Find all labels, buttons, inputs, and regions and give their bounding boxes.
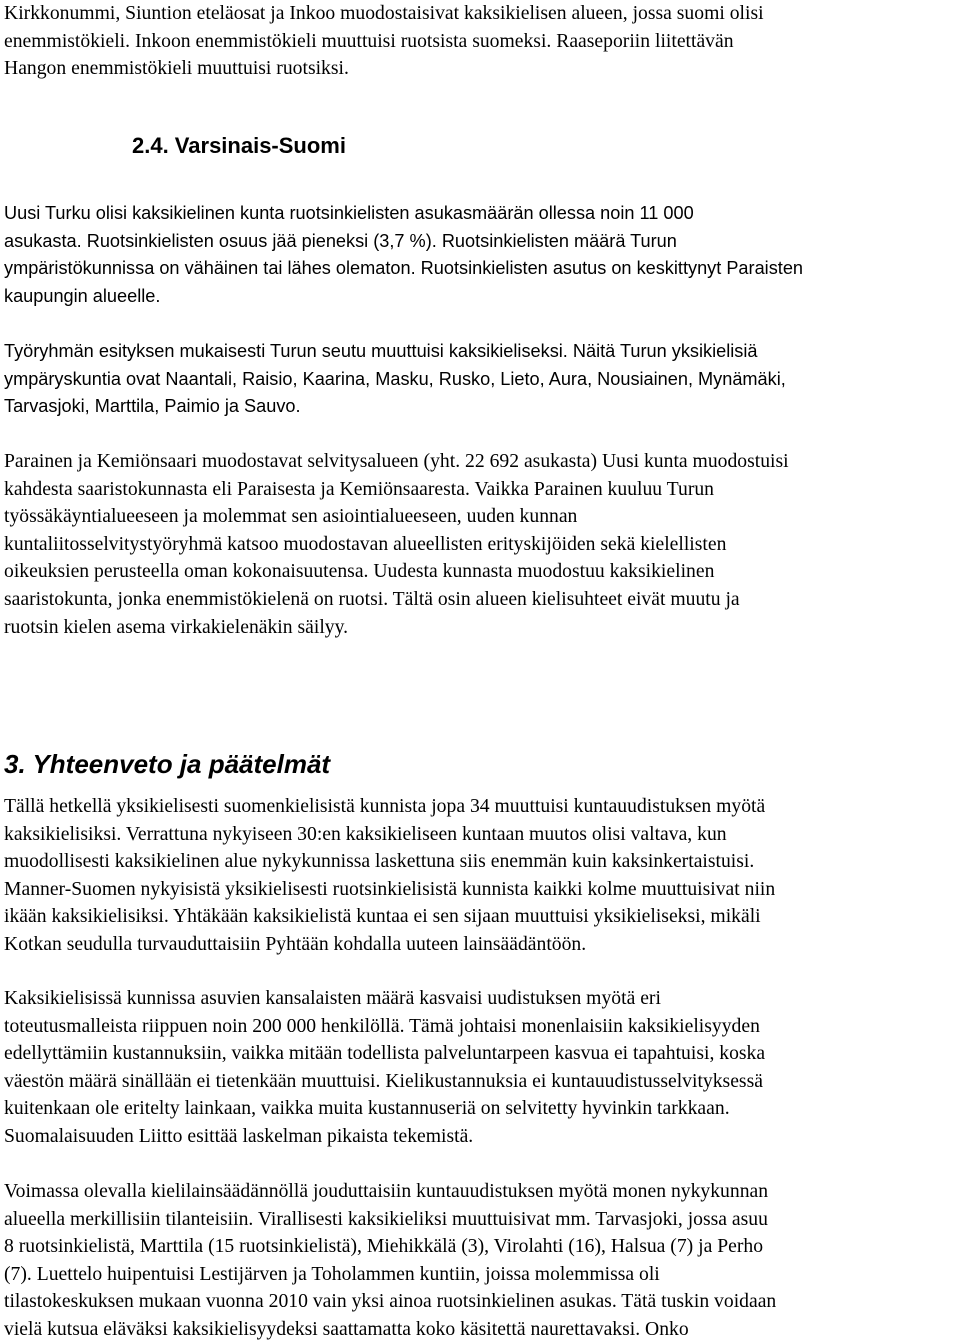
- text-line: edellyttämiin kustannuksiin, vaikka mitään todellista palveluntarpeen kasvua ei tapahtuisi, koska: [4, 1042, 766, 1065]
- section-2-4-paragraph-1: [4, 200, 956, 310]
- text-line: kahdesta saaristokunnasta eli Paraisesta ja Kemiönsaaresta. Vaikka Parainen kuuluu Turun: [4, 477, 715, 500]
- text-line: vielä kutsua eläväksi kaksikielisyydeksi saattamatta koko käsitettä naurettavaksi. Onko: [4, 1317, 689, 1340]
- text-line: Tarvasjoki, Marttila, Paimio ja Sauvo.: [4, 396, 301, 417]
- section-3-paragraph-2: [4, 985, 956, 1151]
- text-line: muodollisesti kaksikielinen alue nykykunnissa laskettuna siis enemmän kuin kaksinkertaistuisi.: [4, 850, 755, 873]
- text-line: oikeuksien perusteella oman kokonaisuutensa. Uudesta kunnasta muodostuu kaksikielinen: [4, 560, 715, 583]
- text-line: Manner-Suomen nykyisistä yksikielisesti ruotsinkielisistä kunnista kaikki kolme muuttuisivat niin: [4, 877, 776, 900]
- text-line: ympäryskuntia ovat Naantali, Raisio, Kaarina, Masku, Rusko, Lieto, Aura, Nousiainen, Mynämäki,: [4, 368, 786, 389]
- section-2-4-paragraph-2: [4, 338, 956, 421]
- text-line: toteutusmalleista riippuen noin 200 000 henkilöllä. Tämä johtaisi monenlaisiin kaksikielisyyden: [4, 1014, 760, 1037]
- text-line: työssäkäyntialueeseen ja molemmat sen asiointialueeseen, uuden kunnan: [4, 505, 578, 528]
- text-line: Työryhmän esityksen mukaisesti Turun seutu muuttuisi kaksikieliseksi. Näitä Turun yksikielisiä: [4, 341, 758, 361]
- text-line: tilastokeskuksen mukaan vuonna 2010 vain yksi ainoa ruotsinkielinen asukas. Tätä tuskin voidaan: [4, 1290, 777, 1313]
- text-line: 8 ruotsinkielistä, Marttila (15 ruotsinkielistä), Miehikkälä (3), Virolahti (16), Halsua (7) ja Perho: [4, 1235, 764, 1258]
- section-2-4-paragraph-3: [4, 448, 956, 641]
- text-line: Suomalaisuuden Liitto esittää laskelman pikaista tekemistä.: [4, 1124, 474, 1147]
- text-line: Parainen ja Kemiönsaari muodostavat selvitysalueen (yht. 22 692 asukasta) Uusi kunta muodostuisi: [4, 450, 789, 472]
- text-line: asukasta. Ruotsinkielisten osuus jää pieneksi (3,7 %). Ruotsinkielisten määrä Turun: [4, 230, 677, 251]
- text-line: Kirkkonummi, Siuntion eteläosat ja Inkoo muodostaisivat kaksikielisen alueen, jossa suomi olisi: [4, 2, 764, 24]
- text-line: Kaksikielisissä kunnissa asuvien kansalaisten määrä kasvaisi uudistuksen myötä eri: [4, 987, 661, 1009]
- intro-paragraph: [4, 0, 956, 83]
- text-line: väestön määrä sinällään ei tietenkään muuttuisi. Kielikustannuksia ei kuntauudistusselvityksessä: [4, 1069, 763, 1092]
- text-line: Hangon enemmistökieli muuttuisi ruotsiksi.: [4, 57, 349, 80]
- text-line: kuitenkaan ole eritelty lainkaan, vaikka muita kustannuseriä on selvitetty hyvinkin tarkkaan.: [4, 1097, 730, 1120]
- text-line: kaupungin alueelle.: [4, 285, 161, 306]
- section-3-paragraph-3: [4, 1178, 956, 1344]
- text-line: (7). Luettelo huipentuisi Lestijärven ja Toholammen kuntiin, joissa molemmissa oli: [4, 1262, 660, 1285]
- text-line: Voimassa olevalla kielilainsäädännöllä jouduttaisiin kuntauudistuksen myötä monen nykykunnan: [4, 1180, 769, 1202]
- text-line: ruotsin kielen asema virkakielenäkin säilyy.: [4, 615, 349, 638]
- text-line: ikään kaksikielisiksi. Yhtäkään kaksikielistä kuntaa ei sen sijaan muuttuisi yksikieliseksi, mikäli: [4, 905, 761, 928]
- section-heading-2-4: 2.4. Varsinais-Suomi: [132, 133, 346, 158]
- text-line: enemmistökieli. Inkoon enemmistökieli muuttuisi ruotsista suomeksi. Raaseporiin liitettävän: [4, 29, 734, 52]
- text-line: alueella merkillisiin tilanteisiin. Virallisesti kaksikieliksi muuttuisivat mm. Tarvasjoki, jossa asuu: [4, 1207, 768, 1230]
- text-line: kaksikielisiksi. Verrattuna nykyiseen 30:en kaksikieliseen kuntaan muutos olisi valtava, kun: [4, 822, 727, 845]
- text-line: ympäristökunnissa on vähäinen tai lähes olematon. Ruotsinkielisten asutus on keskittynyt Paraisten: [4, 258, 804, 279]
- text-line: Kotkan seudulla turvauduttaisiin Pyhtään kohdalla uuteen lainsäädäntöön.: [4, 932, 587, 955]
- text-line: kuntaliitosselvitystyöryhmä katsoo muodostavan alueellisten erityskijöiden sekä kielellisten: [4, 532, 727, 555]
- text-line: Tällä hetkellä yksikielisesti suomenkielisistä kunnista jopa 34 muuttuisi kuntauudistuksen myötä: [4, 795, 766, 817]
- text-line: Uusi Turku olisi kaksikielinen kunta ruotsinkielisten asukasmäärän ollessa noin 11 000: [4, 203, 694, 223]
- section-heading-3: 3. Yhteenveto ja päätelmät: [4, 749, 331, 779]
- section-3-paragraph-1: [4, 793, 956, 959]
- text-line: saaristokunta, jonka enemmistökielenä on ruotsi. Tältä osin alueen kielisuhteet eivät muutu ja: [4, 587, 740, 610]
